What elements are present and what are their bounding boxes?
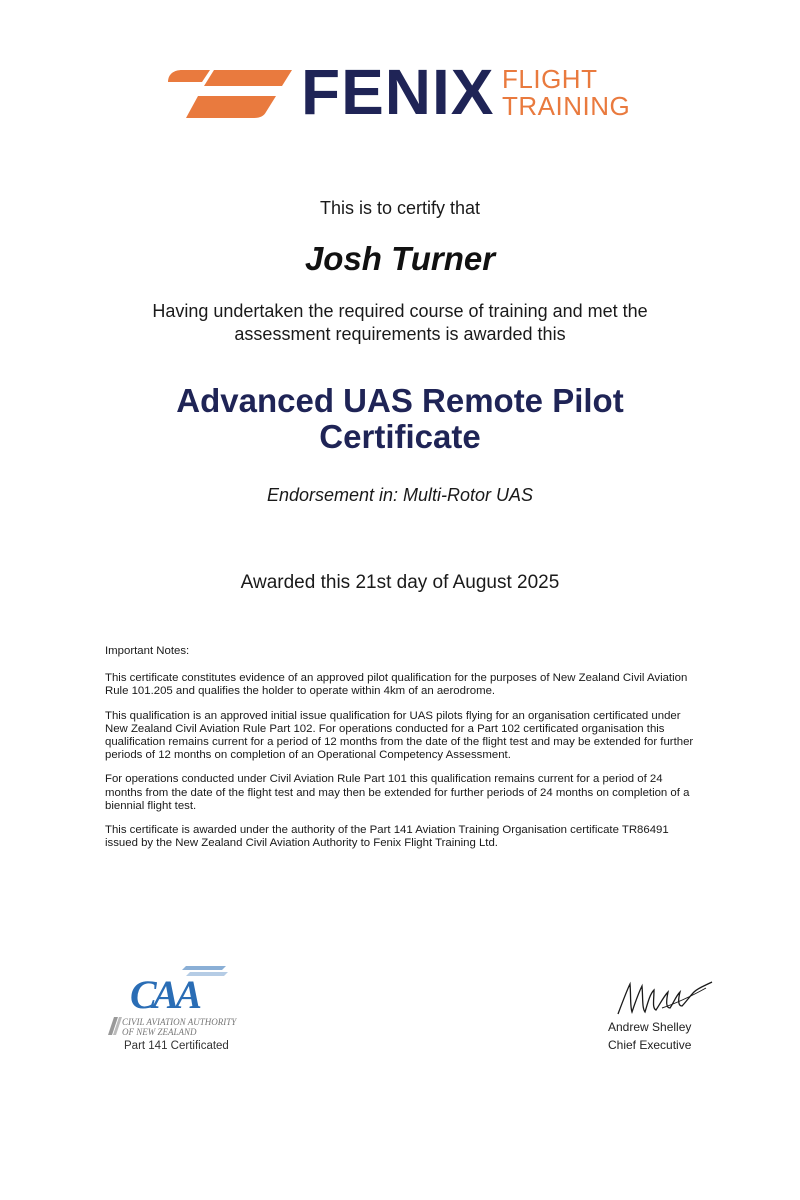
- statement: [0, 300, 800, 346]
- award-date: Awarded this 21st day of August 2025: [240, 572, 560, 593]
- fenix-swoosh-icon: [164, 64, 294, 122]
- caa-mark-icon: [128, 962, 228, 1014]
- part141-label: Part 141 Certificated: [124, 1040, 229, 1052]
- svg-text:CAA: CAA: [130, 972, 199, 1014]
- statement-line2: assessment requirements is awarded this: [234, 324, 566, 344]
- note-paragraph: This certificate is awarded under the authority of the Part 141 Aviation Training Organisation certificate TR86491 issued by the New Zealand Civil Aviation Authority to Fenix Flight Training Ltd.: [105, 824, 669, 850]
- signatory-role: Chief Executive: [608, 1038, 692, 1052]
- statement-line1: Having undertaken the required course of training and met the: [152, 301, 648, 321]
- caa-name-line1: CIVIL AVIATION AUTHORITY: [122, 1017, 237, 1027]
- caa-slash-icon: [108, 1017, 122, 1035]
- certify-intro: This is to certify that: [319, 198, 481, 218]
- caa-name-line2: OF NEW ZEALAND: [122, 1027, 197, 1037]
- note-paragraph: This qualification is an approved initial issue qualification for UAS pilots flying for an organisation certificated under New Zealand Civil Aviation Rule Part 102. For operations conducted for a Part 102 certificated organisation this qualification remains current for a period of 12 months from the date of the flight test and may be extended for further periods of 12 months on completion of an Operational Competency Assessment.: [105, 709, 694, 762]
- logo-brand: FENIX: [301, 56, 495, 128]
- certificate-title: [0, 383, 800, 455]
- caa-logo: [106, 962, 256, 1057]
- logo-subtitle: [502, 66, 630, 120]
- logo-sub-line2: TRAINING: [502, 91, 631, 121]
- title-line1: Advanced UAS Remote Pilot: [176, 382, 624, 419]
- recipient-name: Josh Turner: [304, 240, 496, 277]
- note-paragraph: For operations conducted under Civil Aviation Rule Part 101 this qualification remains current for a period of 24 months from the date of the flight test and may then be extended for further periods of 24 months on completion of a biennial flight test.: [105, 773, 690, 812]
- note-paragraph: This certificate constitutes evidence of an approved pilot qualification for the purposes of New Zealand Civil Aviation Rule 101.205 and qualifies the holder to operate within 4km of an aerodrome.: [105, 672, 688, 698]
- logo-sub-line1: FLIGHT: [502, 64, 598, 94]
- title-line2: Certificate: [319, 418, 481, 455]
- caa-name: [122, 1017, 262, 1037]
- fenix-logo: [164, 56, 644, 128]
- important-notes: [105, 645, 695, 861]
- endorsement: Endorsement in: Multi-Rotor UAS: [266, 485, 534, 505]
- signature-block: [600, 978, 720, 1068]
- signatory-name: Andrew Shelley: [608, 1020, 692, 1034]
- signature-icon: [614, 978, 714, 1020]
- notes-heading: Important Notes:: [105, 645, 190, 657]
